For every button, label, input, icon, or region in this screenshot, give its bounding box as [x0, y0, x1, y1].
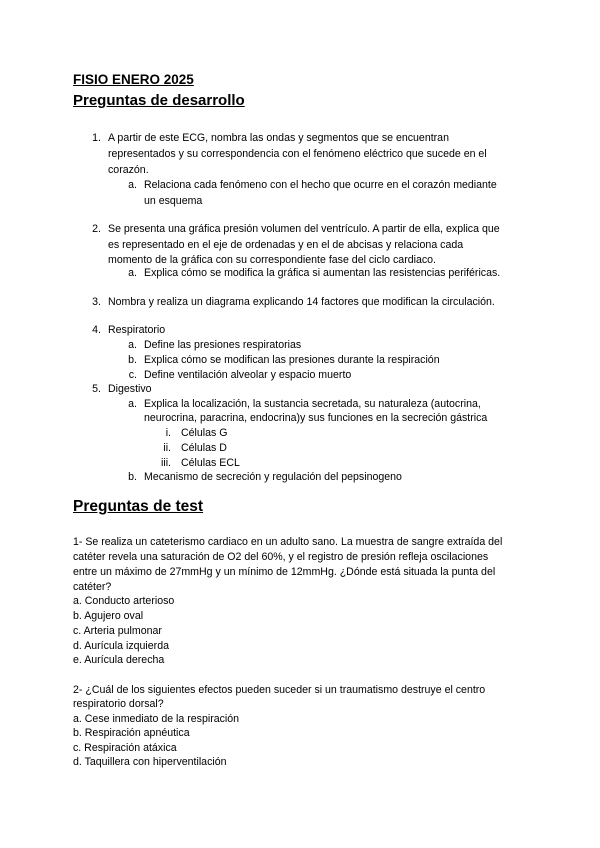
- sublist-text: un esquema: [144, 195, 203, 207]
- question-text: catéter revela una saturación de O2 del 60%, y el registro de presión refleja oscilaciones: [73, 551, 489, 563]
- list-number: 1.: [92, 132, 101, 144]
- answer-option: e. Aurícula derecha: [73, 654, 165, 666]
- question-text: 2- ¿Cuál de los siguientes efectos pueden suceder si un traumatismo destruye el centro: [73, 684, 486, 696]
- list-text: A partir de este ECG, nombra las ondas y segmentos que se encuentran: [108, 132, 449, 144]
- section-heading-test: Preguntas de test: [73, 498, 204, 515]
- answer-option: c. Respiración atáxica: [73, 742, 177, 754]
- list-number: 4.: [92, 324, 101, 336]
- question-text: catéter?: [73, 581, 112, 593]
- list-number: 5.: [92, 383, 101, 395]
- roman-marker: ii.: [163, 442, 171, 454]
- answer-option: d. Taquillera con hiperventilación: [73, 756, 227, 768]
- answer-option: b. Respiración apnéutica: [73, 727, 190, 739]
- sublist-marker: a.: [128, 339, 137, 351]
- sublist-text: Relaciona cada fenómeno con el hecho que ocurre en el corazón mediante: [144, 179, 497, 191]
- roman-marker: iii.: [160, 457, 171, 469]
- roman-text: Células ECL: [181, 457, 240, 469]
- question-text: respiratorio dorsal?: [73, 698, 164, 710]
- answer-option: c. Arteria pulmonar: [73, 625, 162, 637]
- answer-option: a. Cese inmediato de la respiración: [73, 713, 240, 725]
- question-text: 1- Se realiza un cateterismo cardiaco en un adulto sano. La muestra de sangre extraída del: [73, 536, 503, 548]
- sublist-marker: b.: [128, 471, 137, 483]
- list-text: corazón.: [108, 164, 149, 176]
- list-text: momento de la gráfica con su correspondiente fase del ciclo cardiaco.: [108, 254, 436, 266]
- sublist-marker: b.: [128, 354, 137, 366]
- sublist-text: Explica cómo se modifica la gráfica si aumentan las resistencias periféricas.: [144, 267, 501, 279]
- sublist-text: Mecanismo de secreción y regulación del pepsinogeno: [144, 471, 402, 483]
- list-text: Se presenta una gráfica presión volumen del ventrículo. A partir de ella, explica que: [108, 223, 500, 235]
- list-number: 3.: [92, 296, 101, 308]
- sublist-marker: c.: [128, 369, 137, 381]
- sublist-text: Define ventilación alveolar y espacio muerto: [144, 369, 352, 381]
- roman-text: Células G: [181, 427, 228, 439]
- list-number: 2.: [92, 223, 101, 235]
- sublist-text: Define las presiones respiratorias: [144, 339, 302, 351]
- sublist-text: Explica cómo se modifican las presiones durante la respiración: [144, 354, 440, 366]
- question-text: entre un máximo de 27mmHg y un mínimo de 12mmHg. ¿Dónde está situada la punta del: [73, 566, 496, 578]
- section-heading-desarrollo: Preguntas de desarrollo: [73, 92, 245, 109]
- sublist-text: Explica la localización, la sustancia secretada, su naturaleza (autocrina,: [144, 398, 481, 410]
- answer-option: d. Aurícula izquierda: [73, 640, 169, 652]
- list-text: Digestivo: [108, 383, 152, 395]
- document-title: FISIO ENERO 2025: [73, 72, 194, 87]
- answer-option: a. Conducto arterioso: [73, 595, 175, 607]
- answer-option: b. Agujero oval: [73, 610, 144, 622]
- sublist-text: neurocrina, paracrina, endocrina)y sus funciones en la secreción gástrica: [144, 412, 488, 424]
- roman-text: Células D: [181, 442, 227, 454]
- list-text: Nombra y realiza un diagrama explicando 14 factores que modifican la circulación.: [108, 296, 495, 308]
- sublist-marker: a.: [128, 267, 137, 279]
- sublist-marker: a.: [128, 179, 137, 191]
- list-text: es representado en el eje de ordenadas y en el de abcisas y relaciona cada: [108, 239, 464, 251]
- sublist-marker: a.: [128, 398, 137, 410]
- roman-marker: i.: [165, 427, 171, 439]
- list-text: Respiratorio: [108, 324, 166, 336]
- list-text: representados y su correspondencia con el fenómeno eléctrico que sucede en el: [108, 148, 487, 160]
